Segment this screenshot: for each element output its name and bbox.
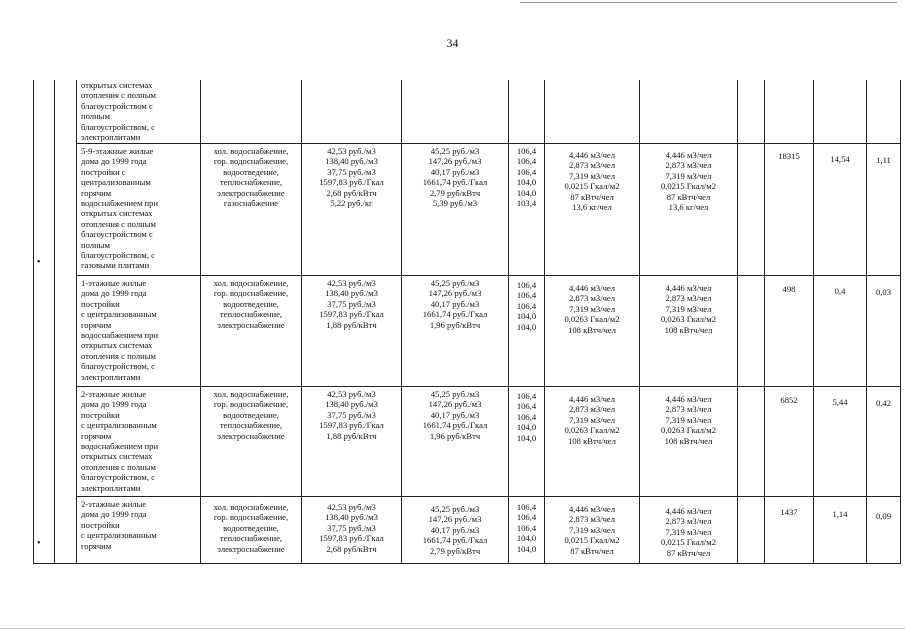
row-services: хол. водоснабжение, гор. водоснабжение, водоотведение, теплоснабжение, электроснабжение газоснабжение — [213, 146, 289, 209]
row-norm-1: 4,446 м3/чел 2,873 м3/чел 7,319 м3/чел 0,0215 Гкал/м2 87 кВтч/чел 13,6 кг/чел — [564, 150, 620, 213]
row-services: хол. водоснабжение, гор. водоснабжение, водоотведение, теплоснабжение, электроснабжение — [213, 389, 289, 441]
row-tariff-2015: 45,25 руб./м3 147,26 руб./м3 40,17 руб./м3 1661,74 руб./Гкал 2,79 руб/кВтч — [422, 504, 488, 556]
col-divider — [866, 80, 867, 563]
row-value-3: 0,09 — [875, 511, 892, 521]
row-divider — [76, 275, 900, 276]
row-value-1: 6852 — [780, 395, 798, 405]
tariff-table — [33, 80, 901, 564]
row-index: 106,4 106,4 106,4 104,0 104,0 — [516, 280, 537, 332]
margin-mark: • — [37, 257, 41, 268]
row-value-3: 0,03 — [875, 287, 892, 297]
row-index: 106,4 106,4 106,4 104,0 104,0 — [516, 391, 537, 443]
col-divider — [76, 80, 77, 563]
row-tariff-2014: 42,53 руб./м3 138,40 руб./м3 37,75 руб./м3 1597,83 руб./Гкал 1,88 руб/кВтч — [319, 278, 384, 330]
row-index: 106,4 106,4 106,4 104,0 104,0 — [516, 502, 537, 554]
col-divider — [813, 80, 814, 563]
row-value-2: 0,4 — [834, 286, 846, 296]
row-name: 1-этажные жилые дома до 1999 года постройки с централизованным горячим водоснабжением при открытых системах отопления с полным благоустройством, с электроплитами — [81, 278, 159, 382]
row-name: 2-этажные жилые дома до 1999 года постройки с централизованным горячим — [81, 499, 157, 551]
row-value-1: 18315 — [778, 151, 800, 161]
row-tariff-2015: 45,25 руб./м3 147,26 руб./м3 40,17 руб./м3 1661,74 руб./Гкал 2,79 руб/кВтч 5,39 руб./м3 — [422, 146, 488, 209]
row-norm-2: 4,446 м3/чел 2,873 м3/чел 7,319 м3/чел 0,0215 Гкал/м2 87 кВтч/чел 13,6 кг/чел — [660, 150, 717, 213]
scan-bottom-edge — [0, 628, 905, 629]
row-value-3: 1,11 — [876, 155, 891, 165]
row-norm-2: 4,446 м3/чел 2,873 м3/чел 7,319 м3/чел 0,0215 Гкал/м2 87 кВтч/чел — [660, 506, 717, 558]
page-number: 34 — [446, 36, 459, 50]
row-services: хол. водоснабжение, гор. водоснабжение, водоотведение, теплоснабжение, электроснабжение — [213, 502, 289, 554]
row-tariff-2015: 45,25 руб./м3 147,26 руб./м3 40,17 руб./м3 1661,74 руб./Гкал 1,96 руб/кВтч — [422, 278, 488, 330]
row-value-2: 14,54 — [830, 154, 850, 164]
row-value-2: 1,14 — [832, 509, 848, 519]
row-divider — [76, 386, 900, 387]
row-value-1: 498 — [782, 284, 796, 294]
row-value-3: 0,42 — [875, 398, 892, 408]
row-tariff-2014: 42,53 руб./м3 138,40 руб./м3 37,75 руб./м3 1597,83 руб./Гкал 2,68 руб/кВтч — [319, 502, 384, 554]
row-name: 2-этажные жилые дома до 1999 года постройки с централизованным горячим водоснабжением при открытых системах отопления с полным благоустройством, с электроплитами — [81, 389, 159, 493]
row-value-2: 5,44 — [832, 397, 848, 407]
row-norm-1: 4,446 м3/чел 2,873 м3/чел 7,319 м3/чел 0,0215 Гкал/м2 87 кВтч/чел — [564, 504, 620, 556]
margin-mark: • — [37, 538, 41, 549]
row-value-1: 1437 — [780, 507, 798, 517]
row-norm-1: 4,446 м3/чел 2,873 м3/чел 7,319 м3/чел 0,0263 Гкал/м2 108 кВтч/чел — [564, 394, 620, 446]
row-divider — [76, 143, 900, 144]
row-name: открытых системах отопления с полным благоустройством с полным благоустройством, с электроплитами — [81, 80, 156, 143]
row-norm-2: 4,446 м3/чел 2,873 м3/чел 7,319 м3/чел 0,0263 Гкал/м2 108 кВтч/чел — [660, 394, 717, 446]
row-index: 106,4 106,4 106,4 104,0 104,0 103,4 — [516, 146, 537, 209]
scan-top-edge — [520, 2, 897, 3]
row-norm-1: 4,446 м3/чел 2,873 м3/чел 7,319 м3/чел 0,0263 Гкал/м2 108 кВтч/чел — [564, 283, 620, 335]
col-divider — [737, 80, 738, 563]
row-tariff-2015: 45,25 руб./м3 147,26 руб./м3 40,17 руб./м3 1661,74 руб./Гкал 1,96 руб/кВтч — [422, 389, 488, 441]
row-tariff-2014: 42,53 руб./м3 138,40 руб./м3 37,75 руб./м3 1597,83 руб./Гкал 1,88 руб/кВтч — [319, 389, 384, 441]
row-name: 5-9-этажные жилые дома до 1999 года постройки с централизованным горячим водоснабжением при открытых системах отопления с полным благоустройством с полным благоустройством, с газовыми плитами — [81, 146, 159, 271]
row-divider — [76, 496, 900, 497]
col-divider — [54, 80, 55, 563]
row-norm-2: 4,446 м3/чел 2,873 м3/чел 7,319 м3/чел 0,0263 Гкал/м2 108 кВтч/чел — [660, 283, 717, 335]
row-tariff-2014: 42,53 руб./м3 138,40 руб./м3 37,75 руб./м3 1597,83 руб./Гкал 2,68 руб/кВтч 5,22 руб./кг — [319, 146, 384, 209]
row-services: хол. водоснабжение, гор. водоснабжение, водоотведение, теплоснабжение, электроснабжение — [213, 278, 289, 330]
